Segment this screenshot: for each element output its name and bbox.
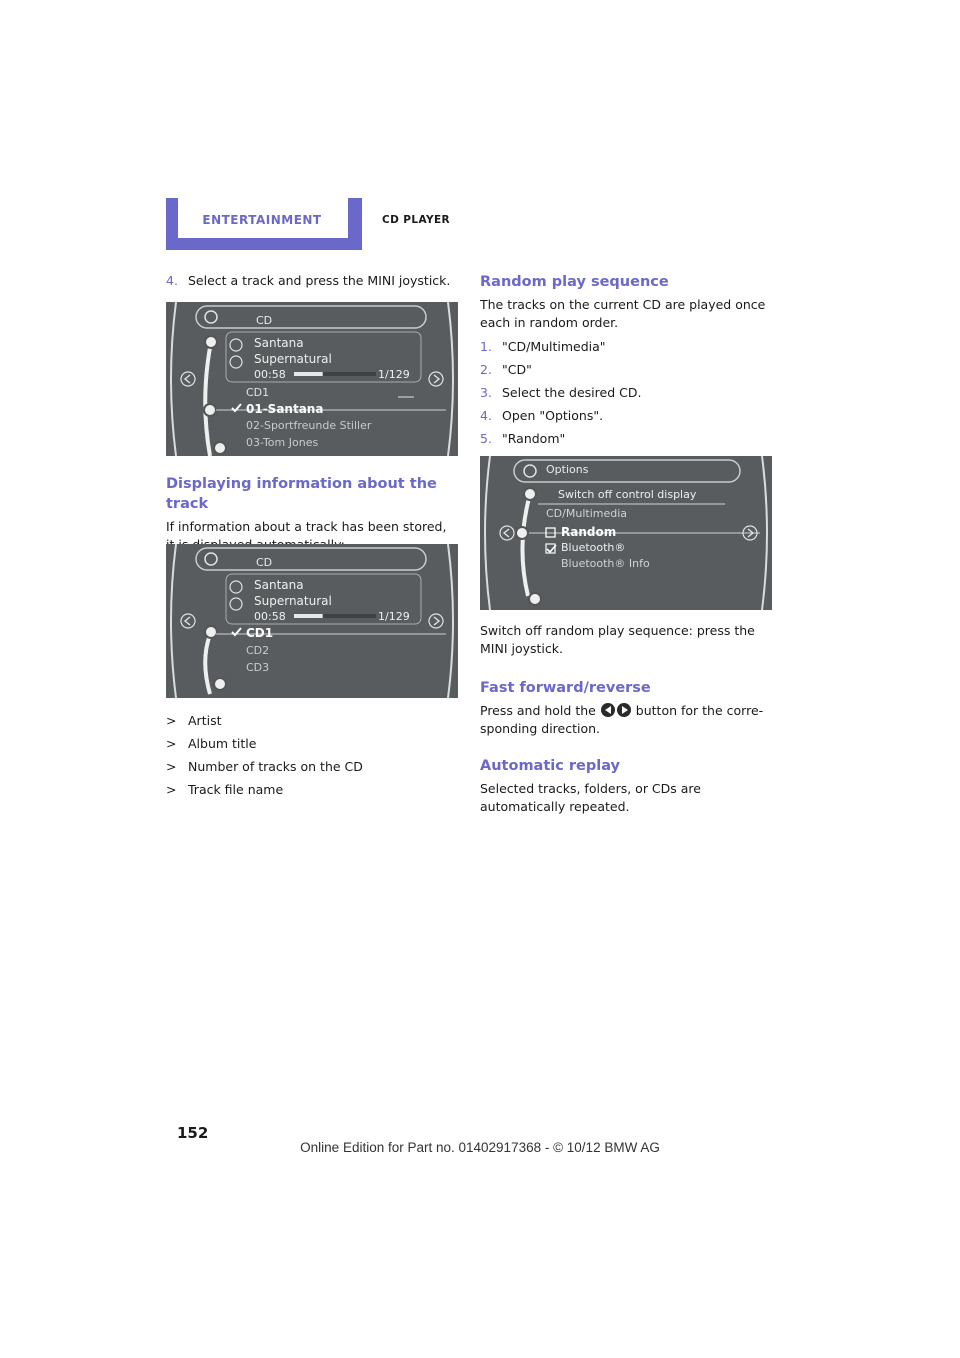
replay-text: Selected tracks, folders, or CDs are automatically repeated. bbox=[480, 781, 701, 814]
track-count: 1/129 bbox=[378, 610, 410, 623]
bullet-mark: > bbox=[166, 713, 177, 728]
footer-text: Online Edition for Part no. 01402917368 - © 10/12 BMW AG bbox=[300, 1140, 660, 1155]
artist-line: Santana bbox=[254, 578, 304, 592]
screen-graphic bbox=[166, 302, 458, 456]
list-item[interactable]: CD3 bbox=[246, 661, 270, 674]
step-text: Select a track and press the MINI joystick. bbox=[188, 273, 451, 288]
progress-fill bbox=[294, 614, 323, 618]
bullet-text: Artist bbox=[188, 713, 222, 728]
step-text: "Random" bbox=[502, 431, 566, 446]
ff-text bbox=[480, 702, 772, 738]
options-screen bbox=[480, 456, 772, 610]
random-off-text: Switch off random play sequence: press the MINI joystick. bbox=[480, 623, 755, 656]
list-item[interactable]: CD1 bbox=[246, 386, 270, 399]
step-text: Open "Options". bbox=[502, 408, 604, 423]
step-3 bbox=[480, 384, 772, 402]
step-2 bbox=[480, 361, 772, 379]
step-text: Select the desired CD. bbox=[502, 385, 642, 400]
cd-info-screen bbox=[166, 544, 458, 698]
ff-text-start: Press and hold the bbox=[480, 703, 596, 718]
list-item bbox=[166, 781, 458, 799]
step-5 bbox=[480, 430, 772, 448]
section-intro: If information about a track has been stored, bbox=[166, 519, 447, 534]
screen-graphic bbox=[166, 544, 458, 698]
section-intro: The tracks on the current CD are played once each in random order. bbox=[480, 297, 766, 330]
rewind-button-icon bbox=[601, 703, 615, 717]
screen-title: Options bbox=[546, 463, 589, 476]
cd-track-screen bbox=[166, 302, 458, 456]
menu-item[interactable]: Bluetooth® bbox=[561, 541, 626, 554]
list-item-selected[interactable]: CD1 bbox=[246, 626, 274, 640]
list-item[interactable]: 02-Sportfreunde Stiller bbox=[246, 419, 372, 432]
step-4 bbox=[166, 272, 458, 295]
list-item-selected[interactable]: 01-Santana bbox=[246, 402, 324, 416]
subsection-title: CD PLAYER bbox=[382, 214, 451, 226]
screen-title: CD bbox=[256, 314, 273, 327]
ff-text-end: button for the corre-sponding direction. bbox=[480, 703, 764, 736]
section-heading: Fast forward/reverse bbox=[480, 680, 651, 696]
step-number: 3. bbox=[480, 385, 492, 400]
forward-button-icon bbox=[617, 703, 631, 717]
ff-replay-section bbox=[480, 622, 772, 816]
list-item bbox=[166, 735, 458, 753]
section-heading: Displaying information about the track bbox=[166, 476, 437, 512]
bullet-text: Track file name bbox=[188, 782, 284, 797]
step-number: 5. bbox=[480, 431, 492, 446]
bullet-mark: > bbox=[166, 759, 177, 774]
step-number: 2. bbox=[480, 362, 492, 377]
section-title: ENTERTAINMENT bbox=[202, 213, 322, 227]
step-number: 4. bbox=[480, 408, 492, 423]
elapsed-time: 00:58 bbox=[254, 610, 286, 623]
list-item[interactable]: CD2 bbox=[246, 644, 270, 657]
list-item[interactable]: 03-Tom Jones bbox=[246, 436, 319, 449]
bullet-text: Album title bbox=[188, 736, 257, 751]
step-number: 4. bbox=[166, 273, 178, 288]
bullet-mark: > bbox=[166, 736, 177, 751]
elapsed-time: 00:58 bbox=[254, 368, 286, 381]
screen-title: CD bbox=[256, 556, 273, 569]
track-count: 1/129 bbox=[378, 368, 410, 381]
page-number: 152 bbox=[177, 1124, 209, 1142]
step-text: "CD/Multimedia" bbox=[502, 339, 606, 354]
artist-line: Santana bbox=[254, 336, 304, 350]
section-heading: Random play sequence bbox=[480, 274, 669, 290]
track-info-section bbox=[166, 474, 458, 554]
section-heading: Automatic replay bbox=[480, 758, 621, 774]
bullet-mark: > bbox=[166, 782, 177, 797]
menu-item[interactable]: CD/Multimedia bbox=[546, 507, 628, 520]
album-line: Supernatural bbox=[254, 594, 332, 608]
bullet-text: Number of tracks on the CD bbox=[188, 759, 363, 774]
random-section bbox=[480, 272, 772, 453]
list-item bbox=[166, 758, 458, 776]
album-line: Supernatural bbox=[254, 352, 332, 366]
track-info-list bbox=[166, 712, 458, 804]
menu-item-selected[interactable]: Random bbox=[561, 525, 617, 539]
step-number: 1. bbox=[480, 339, 492, 354]
menu-item[interactable]: Bluetooth® Info bbox=[561, 557, 650, 570]
step-1 bbox=[480, 338, 772, 356]
list-item bbox=[166, 712, 458, 730]
step-4 bbox=[480, 407, 772, 425]
menu-item[interactable]: Switch off control display bbox=[558, 488, 697, 501]
progress-fill bbox=[294, 372, 323, 376]
screen-graphic bbox=[480, 456, 772, 610]
step-text: "CD" bbox=[502, 362, 532, 377]
